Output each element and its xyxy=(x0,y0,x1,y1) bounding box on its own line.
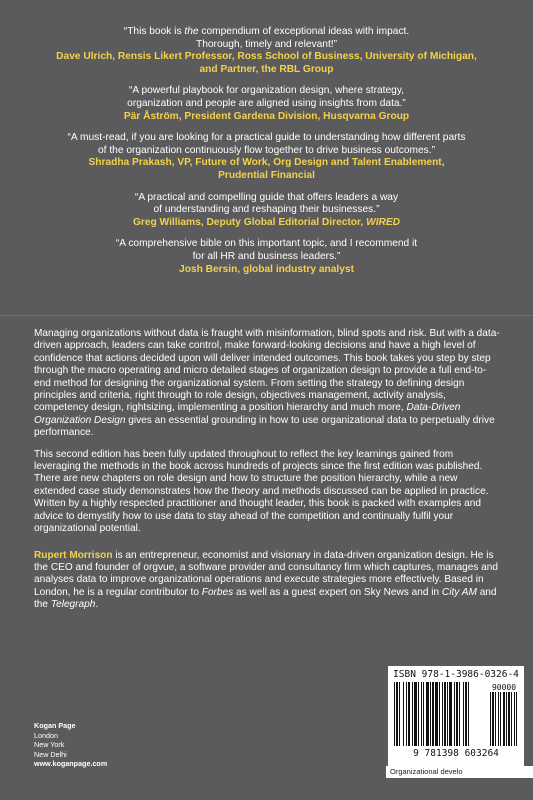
addon-bar xyxy=(514,692,515,746)
barcode-bar xyxy=(432,682,434,746)
quote-author: and Partner, the RBL Group xyxy=(199,63,334,75)
addon-bar xyxy=(495,692,496,746)
barcode-bar xyxy=(447,682,448,746)
barcode-bar xyxy=(435,682,438,746)
quote-ulrich xyxy=(18,26,515,76)
quote-astrom xyxy=(18,85,515,123)
barcode xyxy=(388,666,524,766)
quote-author: Prudential Financial xyxy=(218,169,315,181)
barcode-bar xyxy=(403,682,404,746)
quote-text: organization and people are aligned using insights from data.” xyxy=(127,97,406,109)
barcode-bar xyxy=(463,682,464,746)
author-name: Rupert Morrison xyxy=(34,549,113,561)
quote-text: “A practical and compelling guide that offers leaders a way xyxy=(134,191,399,203)
quote-author: Pär Åström, President Gardena Division, Husqvarna Group xyxy=(123,110,410,122)
quote-prakash xyxy=(18,132,515,182)
barcode-bar xyxy=(394,682,395,746)
barcode-bar xyxy=(459,682,460,746)
description-paragraph-2: This second edition has been fully updated throughout to reflect the key learnings gained from leveraging the methods in the book across hundreds of projects since the first edition was published. There are new chapters on role design and how to structure the position hierarchy, while a new extended case study demonstrates how the theory and methods discussed can be applied in practice. Written by a highly respected practitioner and thought leader, this book is packed with examples and advice to demystify how to use data to stay ahead of the competition and continually fulfil your organizational potential. xyxy=(34,448,489,535)
barcode-bar xyxy=(465,682,467,746)
quote-text: “This book is the compendium of exceptional ideas with impact. xyxy=(123,26,410,37)
addon-digits: 90000 xyxy=(491,683,517,692)
addon-bar xyxy=(490,692,491,746)
quote-author: Josh Bersin, global industry analyst xyxy=(179,263,354,275)
addon-bar xyxy=(508,692,510,746)
publisher-city: New York xyxy=(34,740,65,750)
barcode-bar xyxy=(444,682,446,746)
quote-text: for all HR and business leaders.” xyxy=(192,250,341,262)
addon-bar xyxy=(506,692,507,746)
publisher-city: New Delhi xyxy=(34,749,67,759)
barcode-bar xyxy=(442,682,443,746)
isbn-text: ISBN 978-1-3986-0326-4 xyxy=(393,669,519,680)
addon-bar xyxy=(492,692,494,746)
addon-bar xyxy=(500,692,501,746)
barcode-bar xyxy=(396,682,398,746)
barcode-bar xyxy=(430,682,431,746)
quote-text: of the organization continuously flow together to drive business outcomes.” xyxy=(98,144,435,156)
ean-digits: 9 781398 603264 xyxy=(413,748,499,759)
quote-text: “A comprehensive bible on this important topic, and I recommend it xyxy=(115,238,418,250)
addon-bar xyxy=(503,692,505,746)
addon-bar xyxy=(516,692,517,746)
publisher-city: London xyxy=(34,730,58,740)
barcode-bar xyxy=(439,682,440,746)
barcode-bar xyxy=(406,682,407,746)
barcode-bar xyxy=(468,682,469,746)
publisher-url: www.koganpage.com xyxy=(34,759,108,769)
quote-bersin xyxy=(18,238,515,276)
quote-text: of understanding and reshaping their businesses.” xyxy=(153,204,380,216)
barcode-bar xyxy=(408,682,410,746)
quote-text: “A must-read, if you are looking for a practical guide to understanding how different parts xyxy=(67,132,466,144)
barcode-bar xyxy=(418,682,419,746)
barcode-bar xyxy=(421,682,422,746)
quote-williams xyxy=(18,192,515,230)
section-divider xyxy=(0,315,533,316)
barcode-bars xyxy=(394,682,518,746)
publisher-info xyxy=(34,721,107,769)
barcode-bar xyxy=(399,682,400,746)
quote-text: Thorough, timely and relevant!” xyxy=(196,38,337,50)
barcode-bar xyxy=(412,682,413,746)
quote-author: Dave Ulrich, Rensis Likert Professor, Ross School of Business, University of Michigan, xyxy=(56,51,477,63)
quote-author: Greg Williams, Deputy Global Editorial Director, WIRED xyxy=(132,216,401,228)
quote-text: “A powerful playbook for organization design, where strategy, xyxy=(128,85,405,97)
quote-author: Shradha Prakash, VP, Future of Work, Org Design and Talent Enablement, xyxy=(88,157,445,169)
barcode-bar xyxy=(454,682,455,746)
endorsements xyxy=(18,26,515,285)
barcode-bar xyxy=(449,682,452,746)
author-bio: Rupert Morrison is an entrepreneur, economist and visionary in data-driven organization design. He is the CEO and founder of orgvue, a software provider and consultancy firm which captures, manages and analyses data to improve organizational operations and execute strategies more effectively. Based in London, he is a regular contributor to Forbes as well as a guest expert on Sky News and in City AM and the Telegraph. xyxy=(34,549,499,611)
addon-bar xyxy=(511,692,512,746)
description-paragraph-1: Managing organizations without data is fraught with misinformation, blind spots and risk. But with a data-driven approach, leaders can take control, make forward-looking decisions and have a high level of confidence that actions decided upon will deliver intended outcomes. This book takes you step by step through the macro operating and micro detailed stages of organization design to provide a full end-to-end method for designing the organizational system. From setting the strategy to defining design principles and criteria, right through to role design, objectives management, activity analysis, competency design, rightsizing, implementing a position hierarchy and much more, Data-Driven Organization Design gives an essential grounding in how to use organizational data to perpetually drive performance. xyxy=(34,328,500,439)
category-label: Organizational develo xyxy=(386,766,533,778)
barcode-bar xyxy=(423,682,424,746)
barcode-bar xyxy=(414,682,417,746)
publisher-name: Kogan Page xyxy=(34,721,76,730)
book-description xyxy=(34,328,500,621)
addon-bar xyxy=(498,692,499,746)
barcode-bar xyxy=(426,682,429,746)
barcode-bar xyxy=(456,682,458,746)
